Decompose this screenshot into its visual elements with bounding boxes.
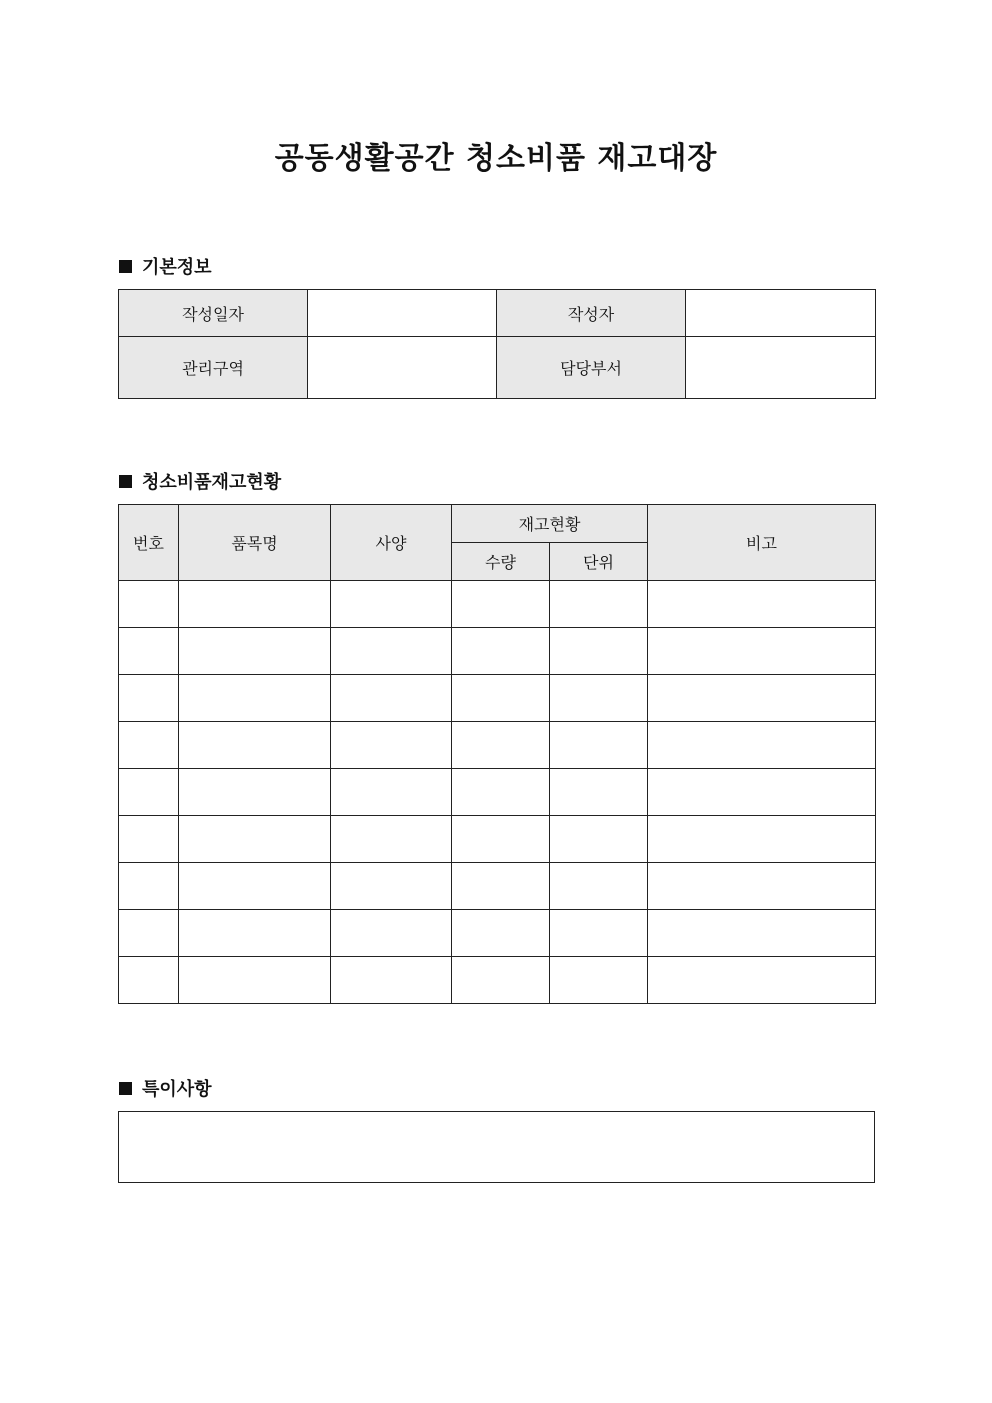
square-bullet-icon	[119, 260, 132, 273]
row-quantity-cell[interactable]	[452, 722, 550, 769]
row-unit-cell[interactable]	[550, 581, 648, 628]
row-spec-cell[interactable]	[331, 675, 452, 722]
row-unit-cell[interactable]	[550, 957, 648, 1004]
col-header-no: 번호	[119, 505, 179, 581]
row-remarks-cell[interactable]	[648, 816, 876, 863]
basic-info-heading	[119, 253, 212, 279]
row-item-name-cell[interactable]	[179, 675, 331, 722]
row-no-cell[interactable]	[119, 675, 179, 722]
row-item-name-cell[interactable]	[179, 722, 331, 769]
row-spec-cell[interactable]	[331, 628, 452, 675]
table-row	[119, 910, 876, 957]
row-item-name-cell[interactable]	[179, 628, 331, 675]
row-spec-cell[interactable]	[331, 816, 452, 863]
table-row	[119, 675, 876, 722]
row-quantity-cell[interactable]	[452, 628, 550, 675]
row-remarks-cell[interactable]	[648, 675, 876, 722]
table-row	[119, 957, 876, 1004]
row-spec-cell[interactable]	[331, 957, 452, 1004]
row-quantity-cell[interactable]	[452, 863, 550, 910]
row-unit-cell[interactable]	[550, 628, 648, 675]
row-remarks-cell[interactable]	[648, 769, 876, 816]
table-row	[119, 581, 876, 628]
col-header-spec: 사양	[331, 505, 452, 581]
basic-info-heading-label: 기본정보	[142, 257, 212, 278]
author-field[interactable]	[686, 290, 876, 337]
row-unit-cell[interactable]	[550, 816, 648, 863]
table-row	[119, 816, 876, 863]
col-header-stock-status: 재고현황	[452, 505, 648, 543]
row-item-name-cell[interactable]	[179, 910, 331, 957]
row-remarks-cell[interactable]	[648, 722, 876, 769]
notes-heading-label: 특이사항	[142, 1079, 212, 1100]
row-item-name-cell[interactable]	[179, 581, 331, 628]
col-header-unit: 단위	[550, 543, 648, 581]
row-item-name-cell[interactable]	[179, 769, 331, 816]
stock-table	[118, 504, 876, 1004]
row-remarks-cell[interactable]	[648, 628, 876, 675]
table-row	[119, 863, 876, 910]
row-remarks-cell[interactable]	[648, 910, 876, 957]
row-unit-cell[interactable]	[550, 863, 648, 910]
square-bullet-icon	[119, 1082, 132, 1095]
table-row	[119, 769, 876, 816]
basic-info-table	[118, 289, 876, 399]
row-quantity-cell[interactable]	[452, 910, 550, 957]
document-title: 공동생활공간 청소비품 재고대장	[274, 141, 718, 176]
row-no-cell[interactable]	[119, 769, 179, 816]
row-spec-cell[interactable]	[331, 769, 452, 816]
row-unit-cell[interactable]	[550, 910, 648, 957]
row-quantity-cell[interactable]	[452, 816, 550, 863]
row-no-cell[interactable]	[119, 628, 179, 675]
notes-field[interactable]	[118, 1111, 875, 1183]
row-spec-cell[interactable]	[331, 863, 452, 910]
row-quantity-cell[interactable]	[452, 581, 550, 628]
row-quantity-cell[interactable]	[452, 769, 550, 816]
row-remarks-cell[interactable]	[648, 581, 876, 628]
col-header-quantity: 수량	[452, 543, 550, 581]
table-row	[119, 722, 876, 769]
date-field[interactable]	[308, 290, 497, 337]
table-row	[119, 628, 876, 675]
col-header-item-name: 품목명	[179, 505, 331, 581]
row-spec-cell[interactable]	[331, 722, 452, 769]
row-no-cell[interactable]	[119, 581, 179, 628]
row-quantity-cell[interactable]	[452, 957, 550, 1004]
department-field[interactable]	[686, 337, 876, 399]
row-unit-cell[interactable]	[550, 769, 648, 816]
row-item-name-cell[interactable]	[179, 863, 331, 910]
area-field[interactable]	[308, 337, 497, 399]
row-quantity-cell[interactable]	[452, 675, 550, 722]
row-unit-cell[interactable]	[550, 675, 648, 722]
date-label: 작성일자	[119, 290, 308, 337]
row-no-cell[interactable]	[119, 863, 179, 910]
row-unit-cell[interactable]	[550, 722, 648, 769]
author-label: 작성자	[497, 290, 686, 337]
stock-heading	[119, 468, 281, 494]
row-remarks-cell[interactable]	[648, 957, 876, 1004]
stock-heading-label: 청소비품재고현황	[142, 472, 282, 493]
row-no-cell[interactable]	[119, 910, 179, 957]
col-header-remarks: 비고	[648, 505, 876, 581]
row-no-cell[interactable]	[119, 722, 179, 769]
area-label: 관리구역	[119, 337, 308, 399]
row-spec-cell[interactable]	[331, 581, 452, 628]
notes-heading	[119, 1075, 212, 1101]
row-remarks-cell[interactable]	[648, 863, 876, 910]
department-label: 담당부서	[497, 337, 686, 399]
square-bullet-icon	[119, 475, 132, 488]
row-item-name-cell[interactable]	[179, 957, 331, 1004]
row-no-cell[interactable]	[119, 816, 179, 863]
row-no-cell[interactable]	[119, 957, 179, 1004]
row-spec-cell[interactable]	[331, 910, 452, 957]
row-item-name-cell[interactable]	[179, 816, 331, 863]
